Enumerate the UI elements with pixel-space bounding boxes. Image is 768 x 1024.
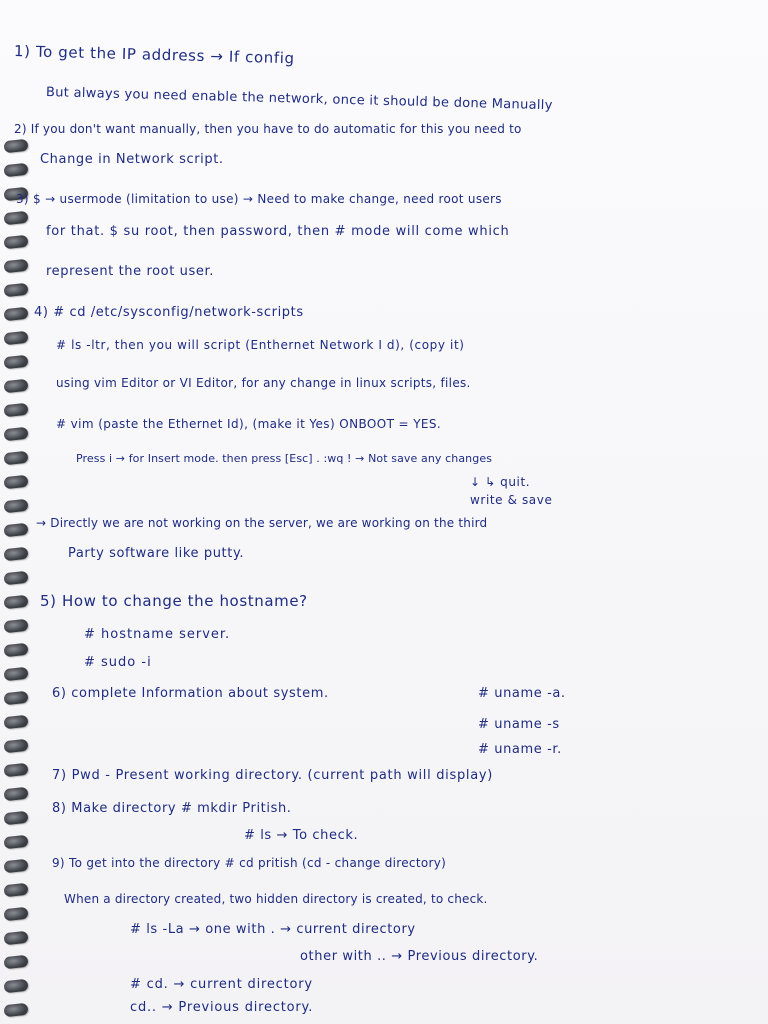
binding-ring bbox=[3, 307, 28, 321]
note-line-12: Press i → for Insert mode. then press [Esc] . :wq ! → Not save any changes bbox=[76, 452, 493, 465]
note-line-7: represent the root user. bbox=[46, 264, 214, 279]
binding-ring bbox=[3, 763, 28, 777]
binding-ring bbox=[3, 739, 28, 753]
binding-ring bbox=[3, 211, 28, 225]
note-line-25: # ls → To check. bbox=[244, 828, 359, 843]
binding-ring bbox=[3, 907, 28, 921]
binding-ring bbox=[3, 595, 28, 609]
note-line-14: write & save bbox=[470, 493, 553, 507]
binding-ring bbox=[3, 331, 28, 345]
note-line-20b: # uname -a. bbox=[478, 686, 566, 701]
note-line-6: for that. $ su root, then password, then # mode will come which bbox=[46, 224, 510, 239]
note-line-26: 9) To get into the directory # cd pritish (cd - change directory) bbox=[52, 856, 447, 870]
note-line-4: Change in Network script. bbox=[40, 152, 224, 167]
binding-ring bbox=[3, 619, 28, 633]
note-line-21: # uname -s bbox=[478, 717, 560, 732]
binding-ring bbox=[3, 379, 28, 393]
binding-ring bbox=[3, 475, 28, 489]
binding-ring bbox=[3, 787, 28, 801]
binding-ring bbox=[3, 979, 28, 993]
note-line-10: using vim Editor or VI Editor, for any change in linux scripts, files. bbox=[56, 376, 471, 390]
note-line-29: other with .. → Previous directory. bbox=[300, 949, 539, 964]
binding-ring bbox=[3, 931, 28, 945]
binding-ring bbox=[3, 571, 28, 585]
note-line-9: # ls -ltr, then you will script (Enthernet Network I d), (copy it) bbox=[56, 338, 465, 352]
binding-ring bbox=[3, 523, 28, 537]
spiral-binding bbox=[0, 0, 40, 1024]
note-line-11: # vim (paste the Ethernet Id), (make it Yes) ONBOOT = YES. bbox=[56, 417, 442, 431]
note-line-30: # cd. → current directory bbox=[130, 977, 313, 992]
binding-ring bbox=[3, 1003, 28, 1017]
note-line-28: # ls -La → one with . → current directory bbox=[130, 922, 416, 937]
binding-ring bbox=[3, 139, 28, 153]
note-line-20: 6) complete Information about system. bbox=[52, 686, 329, 701]
binding-ring bbox=[3, 283, 28, 297]
binding-ring bbox=[3, 451, 28, 465]
note-line-27: When a directory created, two hidden directory is created, to check. bbox=[64, 892, 488, 906]
note-line-15: → Directly we are not working on the server, we are working on the third bbox=[36, 516, 488, 530]
note-line-5: 3) $ → usermode (limitation to use) → Need to make change, need root users bbox=[16, 192, 502, 206]
binding-ring bbox=[3, 811, 28, 825]
binding-ring bbox=[3, 235, 28, 249]
binding-ring bbox=[3, 955, 28, 969]
note-line-22: # uname -r. bbox=[478, 742, 562, 757]
binding-ring bbox=[3, 667, 28, 681]
binding-ring bbox=[3, 499, 28, 513]
binding-ring bbox=[3, 715, 28, 729]
binding-ring bbox=[3, 835, 28, 849]
note-line-18: # hostname server. bbox=[84, 627, 231, 642]
note-line-1: 1) To get the IP address → If config bbox=[13, 42, 295, 68]
binding-ring bbox=[3, 403, 28, 417]
binding-ring bbox=[3, 427, 28, 441]
note-line-16: Party software like putty. bbox=[68, 546, 245, 561]
note-line-31: cd.. → Previous directory. bbox=[130, 1000, 314, 1015]
binding-ring bbox=[3, 643, 28, 657]
binding-ring bbox=[3, 691, 28, 705]
binding-ring bbox=[3, 163, 28, 177]
note-line-13: ↓ ↳ quit. bbox=[470, 475, 531, 489]
note-line-19: # sudo -i bbox=[84, 655, 152, 670]
note-line-3: 2) If you don't want manually, then you have to do automatic for this you need to bbox=[14, 122, 522, 136]
note-line-17: 5) How to change the hostname? bbox=[40, 592, 308, 610]
note-line-2: But always you need enable the network, once it should be done Manually bbox=[45, 85, 553, 114]
binding-ring bbox=[3, 883, 28, 897]
binding-ring bbox=[3, 547, 28, 561]
note-line-8: 4) # cd /etc/sysconfig/network-scripts bbox=[34, 305, 304, 320]
binding-ring bbox=[3, 355, 28, 369]
binding-ring bbox=[3, 859, 28, 873]
note-line-23: 7) Pwd - Present working directory. (current path will display) bbox=[52, 768, 494, 783]
note-line-24: 8) Make directory # mkdir Pritish. bbox=[52, 801, 292, 816]
binding-ring bbox=[3, 259, 28, 273]
